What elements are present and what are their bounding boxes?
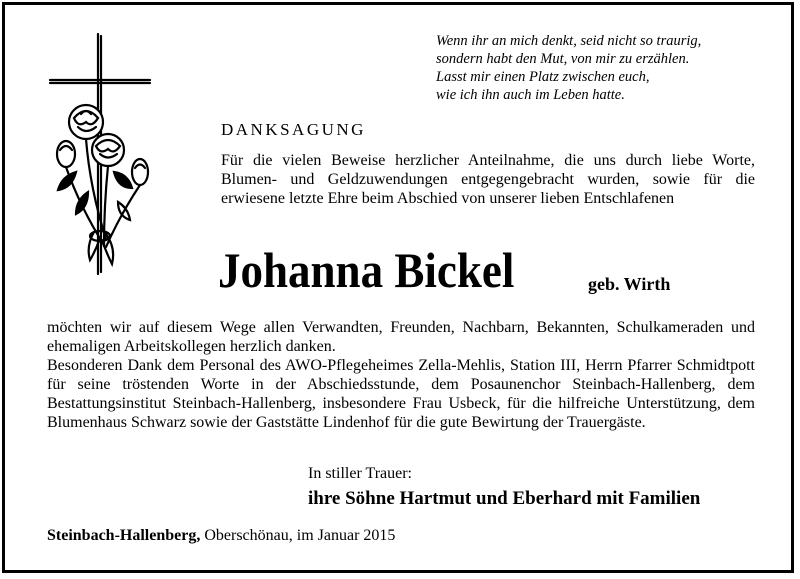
quote-line: sondern habt den Mut, von mir zu erzählen. — [436, 51, 690, 67]
mourning-label: In stiller Trauer: — [308, 465, 412, 482]
place-date-rest: Oberschönau, im Januar 2015 — [200, 527, 396, 544]
cross-with-roses-icon — [48, 32, 158, 282]
quote-line: Lasst mir einen Platz zwischen euch, — [436, 69, 650, 85]
intro-text — [221, 151, 755, 208]
thanks-paragraph-1: möchten wir auf diesem Wege allen Verwandten, Freunden, Nachbarn, Bekannten, Schulkameraden und ehemaligen Arbeitskollegen herzlich danken. — [47, 319, 755, 355]
mourning-family: ihre Söhne Hartmut und Eberhard mit Familien — [308, 488, 701, 509]
thanks-paragraph-2: Besonderen Dank dem Personal des AWO-Pflegeheimes Zella-Mehlis, Station III, Herrn Pfarrer Schmidtpott für seine tröstenden Worte in der Abschiedsstunde, dem Posaunenchor Steinbach-Hallenberg, dem Bestattungsinstitut Steinbach-Hallenberg, insbesondere Frau Usbeck, für die hilfreiche Unterstützung, dem Blumenhaus Schwarz sowie der Gaststätte Lindenhof für die gute Bewirtung der Trauergäste. — [47, 357, 755, 431]
heading-danksagung: DANKSAGUNG — [221, 120, 366, 139]
intro-paragraph: Für die vielen Beweise herzlicher Anteilnahme, die uns durch liebe Worte, Blumen- und Geldzuwendungen entgegengebracht wurden, sowie für die erwiesene letzte Ehre beim Abschied von unserer lieben Entschlafenen — [221, 152, 755, 207]
deceased-name: Johanna Bickel — [218, 242, 515, 298]
maiden-name: geb. Wirth — [588, 274, 671, 294]
quote-line: Wenn ihr an mich denkt, seid nicht so traurig, — [436, 33, 702, 49]
memorial-quote — [436, 32, 701, 104]
thanks-body — [47, 318, 755, 432]
place-bold: Steinbach-Hallenberg, — [47, 527, 201, 544]
quote-line: wie ich ihn auch im Leben hatte. — [436, 87, 625, 103]
place-date-line — [47, 527, 395, 545]
